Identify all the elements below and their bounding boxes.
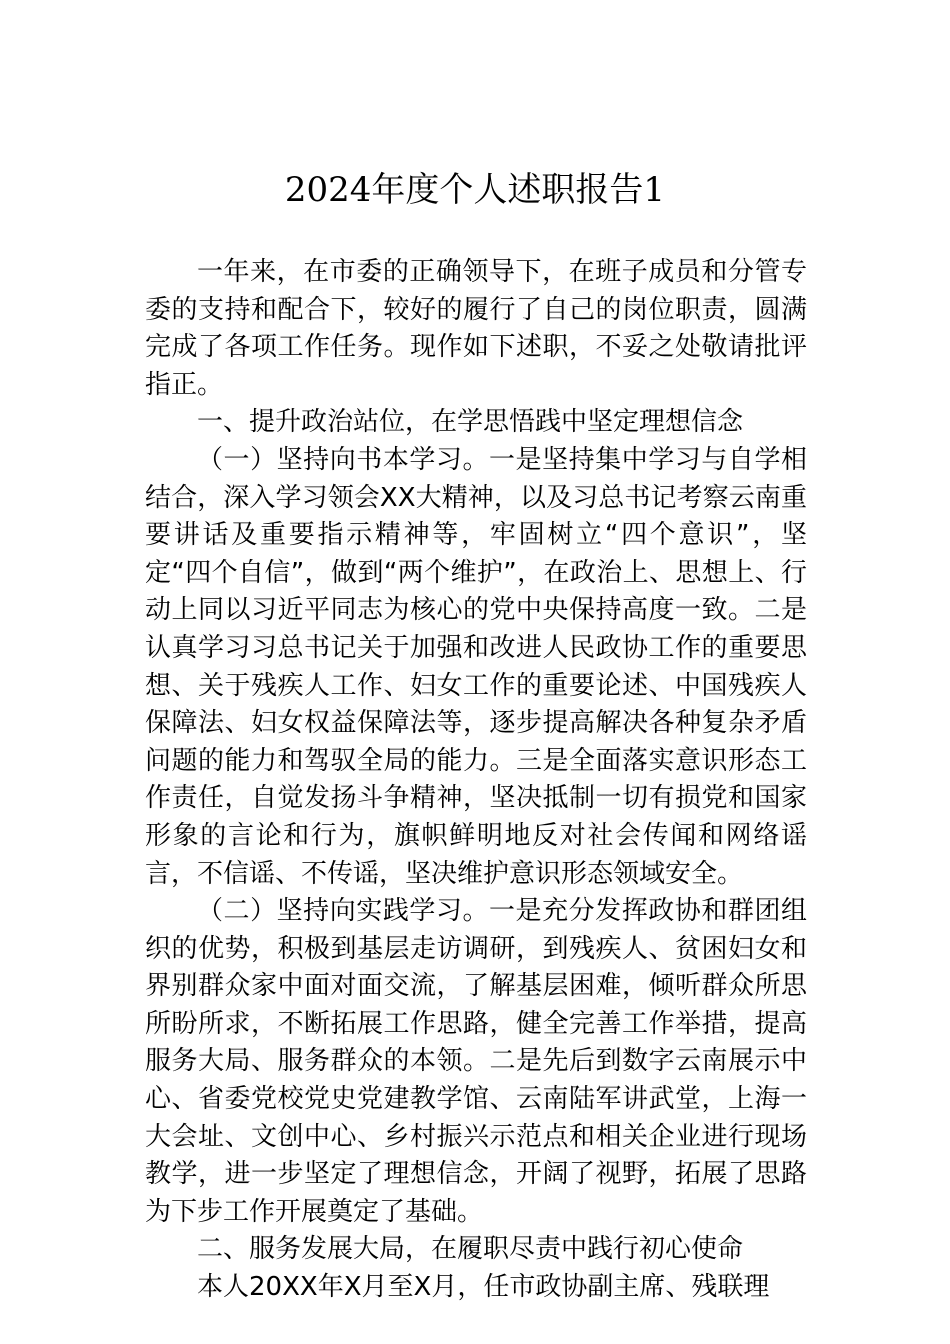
section-heading-1: 一、提升政治站位，在学思悟践中坚定理想信念: [197, 407, 744, 438]
paragraph-duties: 本人20XX年X月至X月，任市政协副主席、残联理: [197, 1272, 770, 1303]
paragraph-intro: 一年来，在市委的正确领导下，在班子成员和分管专委的支持和配合下，较好的履行了自己的岗位职责，圆满完成了各项工作任务。现作如下述职，不妥之处敬请批评指正。: [145, 257, 807, 400]
paragraph-study-books: （一）坚持向书本学习。一是坚持集中学习与自学相结合，深入学习领会XX大精神，以及习总书记考察云南重要讲话及重要指示精神等，牢固树立“四个意识”，坚定“四个自信”，做到“两个维护”，在政治上、思想上、行动上同以习近平同志为核心的党中央保持高度一致。二是认真学习习总书记关于加强和改进人民政协工作的重要思想、关于残疾人工作、妇女工作的重要论述、中国残疾人保障法、妇女权益保障法等，逐步提高解决各种复杂矛盾问题的能力和驾驭全局的能力。三是全面落实意识形态工作责任，自觉发扬斗争精神，坚决抵制一切有损党和国家形象的言论和行为，旗帜鲜明地反对社会传闻和网络谣言，不信谣、不传谣，坚决维护意识形态领域安全。: [145, 444, 807, 889]
document-body: [145, 254, 807, 1307]
section-heading-2: 二、服务发展大局，在履职尽责中践行初心使命: [197, 1234, 744, 1265]
paragraph-study-practice: （二）坚持向实践学习。一是充分发挥政协和群团组织的优势，积极到基层走访调研，到残疾人、贫困妇女和界别群众家中面对面交流，了解基层困难，倾听群众所思所盼所求，不断拓展工作思路，健全完善工作举措，提高服务大局、服务群众的本领。二是先后到数字云南展示中心、省委党校党史党建教学馆、云南陆军讲武堂，上海一大会址、文创中心、乡村振兴示范点和相关企业进行现场教学，进一步坚定了理想信念，开阔了视野，拓展了思路为下步工作开展奠定了基础。: [145, 896, 807, 1227]
document-title: 2024年度个人述职报告1: [284, 170, 666, 210]
